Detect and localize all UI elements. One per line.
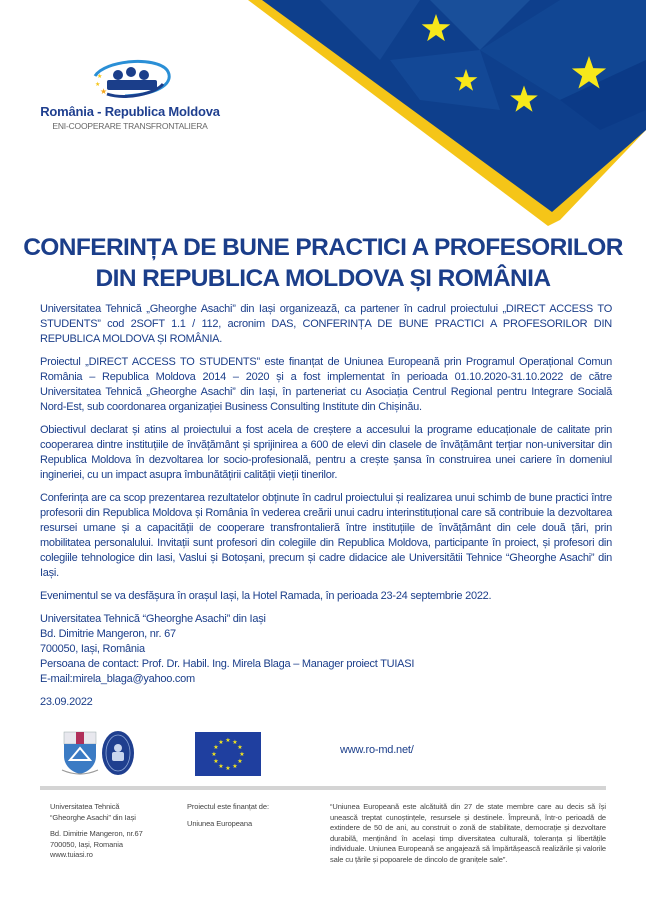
logos-row: [0, 728, 646, 778]
logo-title: România - Republica Moldova: [40, 104, 220, 119]
svg-text:★: ★: [213, 745, 219, 751]
program-logo: [40, 58, 220, 138]
svg-text:★: ★: [225, 738, 231, 744]
svg-text:★: ★: [232, 764, 238, 770]
footer-uni-name-2: “Gheorghe Asachi” din Iași: [50, 812, 136, 822]
address-line-3: 700050, Iași, România: [40, 643, 145, 655]
svg-text:★: ★: [95, 82, 101, 88]
footer-quote-text: “Uniunea Europeană este alcătuită din 27 de state membre care au decis să își unească treptat cunoștințele, resursele și destinele. Împreună, într-o perioadă de extindere de 50 de ani, au construit o zonă de stabilitate, democrație și dezvoltare durabilă, menținând în același timp diversitatea culturală, toleranța și libertățile individuale. Uniunea Europeană se angajează să împărtășească realizările și valorile sale cu țările și popoarele de dincolo de granițele sale”.: [330, 802, 606, 864]
footer-funding: [187, 802, 297, 835]
svg-text:★: ★: [218, 764, 224, 770]
footer-funding-label: Proiectul este finanțat de:: [187, 802, 269, 811]
svg-text:★: ★: [218, 740, 224, 746]
contact-person: Persoana de contact: Prof. Dr. Habil. Ing. Mirela Blaga – Manager proiect TUIASI: [40, 658, 415, 670]
page-title: [0, 232, 646, 294]
title-line-2: DIN REPUBLICA MOLDOVA ȘI ROMÂNIA: [95, 265, 551, 292]
svg-text:★: ★: [225, 766, 231, 772]
footer-uni-web[interactable]: www.tuiasi.ro: [50, 850, 93, 859]
svg-text:★: ★: [100, 87, 108, 96]
title-line-1: CONFERINȚA DE BUNE PRACTICI A PROFESORILOR: [23, 234, 623, 261]
svg-text:★: ★: [232, 740, 238, 746]
logo-subtitle: ENI-COOPERARE TRANSFRONTALIERA: [52, 121, 208, 131]
address-block: [40, 612, 612, 687]
footer-funder: Uniunea Europeana: [187, 818, 253, 828]
footer-uni-address-1: Bd. Dimitrie Mangeron, nr.67: [50, 829, 143, 838]
paragraph-funding: Proiectul „DIRECT ACCESS TO STUDENTS” este finanțat de Uniunea Europeană prin Programul Operațional Comun România – Republica Moldova 2014 – 2020 și a fost implementat în perioada 01.10.2020-31.10.2022 de către Universitatea Tehnică „Gheorghe Asachi” din Iași, în parteneriat cu Asociația Centrul Regional pentru Integrare Socială Nord-Est, sub coordonarea organizației Business Consulting Institute din Chișinău.: [40, 356, 612, 413]
svg-text:★: ★: [211, 752, 217, 758]
contact-email[interactable]: E-mail:mirela_blaga@yahoo.com: [40, 673, 195, 685]
footer-university: [50, 802, 170, 867]
eu-flag-icon: [195, 732, 261, 776]
university-shield-logo: [60, 730, 100, 776]
document-body: [40, 302, 612, 710]
paragraph-purpose: Conferința are ca scop prezentarea rezultatelor obținute în cadrul proiectului și realizarea unui schimb de bune practici între profesorii din Republica Moldova și România în vederea creării unui cadru interinstituțional care să contribuie la dezvoltarea resursei umane și a capacității de cooperare transfrontalieră între instituțiile de învățământ din cele două țări, prin mobilitatea personalului. Invitații sunt profesori din colegiile din Republica Moldova, participante în proiect, și profesori din colegiile tehnologice din Iasi, Vaslui și Botoșani, precum și cadre didacice ale Universitătii Tehnice “Gheorghe Asachi” din Iași.: [40, 492, 612, 579]
footer-eu-quote: [330, 802, 606, 871]
paragraph-objective: Obiectivul declarat și atins al proiectului a fost acela de creștere a accesului la programe educaționale de calitate prin cooperarea dintre instituțiile de învățământ și sprijinirea a 600 de elevi din clasele de învățământ terțiar non-universitar din Republica Moldova în dezvoltarea lor socio-profesională, pentru a crește șansa în construirea unei cariere în domeniul ingineriei, cu un impact asupra îmbunătățirii calității vieții tinerilor.: [40, 424, 612, 481]
svg-text:★: ★: [237, 759, 243, 765]
people-group-icon: [85, 58, 175, 102]
footer-uni-name-1: Universitatea Tehnică: [50, 802, 120, 811]
address-line-2: Bd. Dimitrie Mangeron, nr. 67: [40, 628, 176, 640]
paragraph-event: Evenimentul se va desfășura în orașul Iași, la Hotel Ramada, în perioada 23-24 septembrie 2022.: [40, 590, 492, 602]
footer-uni-address-2: 700050, Iași, Romania: [50, 839, 123, 849]
svg-text:★: ★: [239, 752, 245, 758]
website-link[interactable]: www.ro-md.net/: [340, 744, 414, 756]
university-seal-logo: [101, 730, 135, 776]
svg-text:★: ★: [97, 74, 103, 80]
svg-text:★: ★: [237, 745, 243, 751]
document-date: 23.09.2022: [40, 696, 93, 708]
svg-text:★: ★: [213, 759, 219, 765]
address-line-1: Universitatea Tehnică “Gheorghe Asachi” din Iași: [40, 613, 266, 625]
paragraph-intro: Universitatea Tehnică „Gheorghe Asachi” din Iași organizează, ca partener în cadrul proiectului „DIRECT ACCESS TO STUDENTS” cod 2SOFT 1.1 / 112, acronim DAS, CONFERINȚA DE BUNE PRACTICI A PROFESORILOR DIN REPUBLICA MOLDOVA ȘI ROMÂNIA.: [40, 303, 612, 345]
footer-divider: [40, 786, 606, 790]
